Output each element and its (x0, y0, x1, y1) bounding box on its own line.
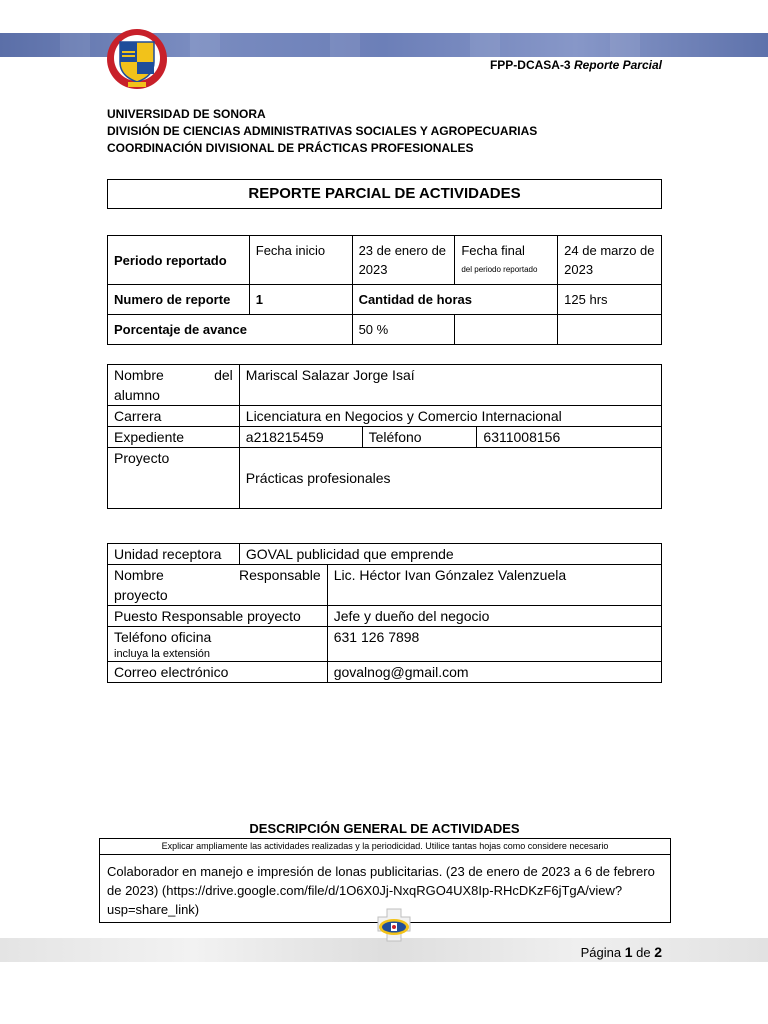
description-title: DESCRIPCIÓN GENERAL DE ACTIVIDADES (249, 821, 520, 836)
resp-label-word-3: proyecto (114, 587, 168, 603)
name-label-word-2: del (214, 367, 233, 383)
seal-emblem (372, 907, 416, 951)
doc-code-text: FPP-DCASA-3 (489, 58, 571, 72)
empty-cell (558, 315, 662, 345)
career-value: Licenciatura en Negocios y Comercio Internacional (239, 406, 661, 427)
position-label: Puesto Responsable proyecto (108, 606, 328, 627)
page-current: 1 (624, 944, 633, 960)
email-label: Correo electrónico (108, 662, 328, 683)
unit-value: GOVAL publicidad que emprende (239, 544, 661, 565)
doc-type-text: Reporte Parcial (573, 58, 662, 72)
resp-label-word-2: Responsable (238, 567, 321, 583)
empty-cell (455, 315, 558, 345)
student-name-label-cell (108, 365, 240, 406)
file-label: Expediente (108, 427, 240, 448)
report-number-label: Numero de reporte (108, 285, 250, 315)
position-value: Jefe y dueño del negocio (327, 606, 661, 627)
unit-label: Unidad receptora (108, 544, 240, 565)
page-total: 2 (654, 944, 662, 960)
receiving-unit-table (107, 543, 662, 683)
institution-line-1: UNIVERSIDAD DE SONORA (107, 107, 266, 121)
project-value: Prácticas profesionales (239, 448, 661, 509)
office-phone-label: Teléfono oficina (114, 629, 212, 645)
career-label: Carrera (108, 406, 240, 427)
page-of: de (636, 945, 651, 960)
progress-label: Porcentaje de avance (108, 315, 353, 345)
institution-block (107, 106, 537, 157)
period-table (107, 235, 662, 345)
description-text: Colaborador en manejo e impresión de lonas publicitarias. (23 de enero de 2023 a 6 de febrero de 2023) (https://drive.google.com/file/d/1O6X0Jj-NxqRGO4UX8Ip-RHcDKzF6jTgA/view?usp=share_link) (107, 864, 655, 917)
office-phone-value: 631 126 7898 (327, 627, 661, 662)
student-table (107, 364, 662, 509)
office-phone-label-cell (108, 627, 328, 662)
responsible-label-cell (108, 565, 328, 606)
page-number (581, 944, 662, 960)
email-value: govalnog@gmail.com (327, 662, 661, 683)
responsible-value: Lic. Héctor Ivan Gónzalez Valenzuela (327, 565, 661, 606)
student-name-value: Mariscal Salazar Jorge Isaí (239, 365, 661, 406)
report-title: REPORTE PARCIAL DE ACTIVIDADES (107, 179, 662, 209)
period-label: Periodo reportado (108, 236, 250, 285)
institution-line-2: DIVISIÓN DE CIENCIAS ADMINISTRATIVAS SOCIALES Y AGROPECUARIAS (107, 124, 538, 138)
document-code (490, 58, 662, 72)
start-date-label: Fecha inicio (249, 236, 352, 285)
end-date-label: Fecha final (461, 243, 525, 258)
name-label-word-1: Nombre (114, 367, 164, 383)
hours-label: Cantidad de horas (352, 285, 558, 315)
end-date-label-cell (455, 236, 558, 285)
end-date-value: 24 de marzo de 2023 (558, 236, 662, 285)
university-logo (106, 28, 168, 90)
progress-value: 50 % (352, 315, 455, 345)
name-label-word-3: alumno (114, 387, 160, 403)
resp-label-word-1: Nombre (114, 567, 164, 583)
institution-line-3: COORDINACIÓN DIVISIONAL DE PRÁCTICAS PROFESIONALES (107, 141, 474, 155)
end-date-sublabel: del periodo reportado (461, 265, 538, 274)
report-number-value: 1 (249, 285, 352, 315)
phone-value: 6311008156 (477, 427, 662, 448)
file-value: a218215459 (239, 427, 362, 448)
hours-value: 125 hrs (558, 285, 662, 315)
description-note: Explicar ampliamente las actividades realizadas y la periodicidad. Utilice tantas hojas como considere necesario (100, 839, 670, 855)
start-date-value: 23 de enero de 2023 (352, 236, 455, 285)
phone-label: Teléfono (362, 427, 477, 448)
project-label: Proyecto (108, 448, 240, 509)
office-phone-sublabel: incluya la extensión (114, 648, 211, 660)
page-word: Página (580, 945, 622, 960)
